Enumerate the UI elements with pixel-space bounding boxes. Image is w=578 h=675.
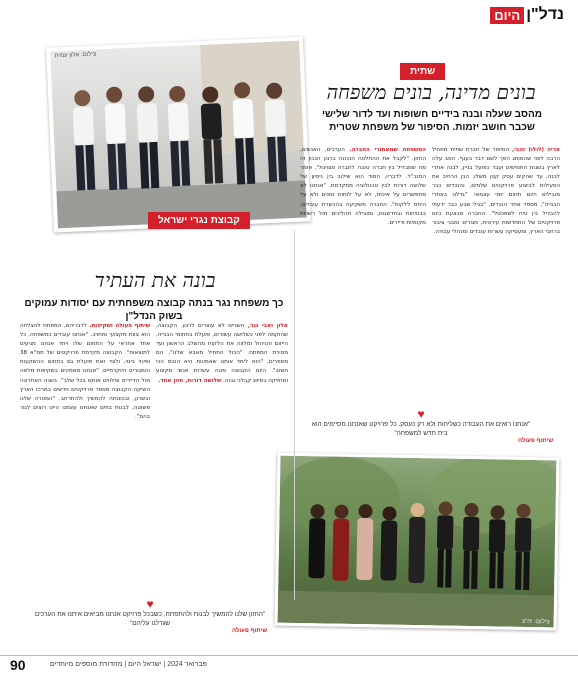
article1-quote [310, 408, 532, 438]
article2-highlight-a: שלושה דורות, חזון אחד. [158, 377, 222, 384]
article2-highlight-b: שיתוף פעולה ושקיפות. [89, 323, 150, 329]
article1-column-left [300, 146, 426, 402]
article2-quote [30, 598, 270, 628]
article1-highlight: המשפחה שמאחורי החברה. [349, 147, 426, 153]
heart-icon: ♥ [417, 407, 425, 421]
article2-subheadline: כך משפחת נגר בנתה קבוצה משפחתית עם יסודות עמוקים בשוק הנדל"ן [24, 298, 284, 322]
column-divider [294, 230, 295, 600]
page-number: 90 [10, 657, 26, 673]
article2-body-a: השניים לא עוצרים לרגע. הקבוצה, שהוקמה לפני כשלושה עשורים, פועלת בתחומי הבנייה, הייזום והניהול ומלווה את הלקוח מהשלב הראשון ועד מסירת המפתח. "הכול התחיל מאבא שלנו", הם מספרים, "הוא לימד אותנו שאמינות היא הנכס הכי חשוב". היום הקבוצה מונה עשרות אנשי מקצוע ומחזיקה בסיווג קבלני גבוה. [156, 323, 288, 384]
article2-tag: קבוצת נגרי ישראל [148, 212, 250, 229]
page-footer [0, 655, 578, 675]
article1-body-a: הסיפור של חברת שתית מתחיל הרבה לפני שהמותג הפך לשם דבר בענף. הסב עלה לארץ בשנות החמישים ועבד כפועל בניין, לבנה אחרי לבנה, עד שהקים עסק קטן משלו. הבן הרחיב את הפעילות לביצוע פרויקטים שלמים, והנכדים כבר מובילים היום תחום יזמי עצמאי. "גדלנו באתרי הבנייה", מספר אחד הנכדים, "בגיל שבע כבר ידעתי להבדיל בין טיח לשפכטל". החברה מבצעת כיום פרויקטים של התחדשות עירונית, מגורים ומבני ציבור ברחבי הארץ, ומעסיקה עשרות עובדים ומנהלי עבודה. [432, 147, 560, 235]
article2-ad-label: שיתוף פעולה [232, 628, 268, 634]
article2-lead: אלון ואבי נגר, [247, 323, 288, 329]
family-photo-bottom [275, 453, 560, 631]
article1-ad-label: שיתוף פעולה [518, 438, 554, 444]
masthead-name: נדל"ן [526, 6, 564, 23]
article2-body-b: לדבריהם, המפתח להצלחה הוא צוות מקצועי ומחויב. "אנחנו עובדים כמשפחה, כל אחד אחראי על התחום שלו ויחד אנחנו מגיעים לתוצאות". הקבוצה מקדמת פרויקטים של תמ"א 38 ופינוי בינוי, ולצד זאת פועלת גם בתחום ההשקעות והמגורים היוקרתיים. "אנחנו מאמינים בשקיפות מלאה מול הדיירים ומלווים אותם בכל שלב". [20, 323, 150, 384]
article2-quote-text: "החזון שלנו להמשיך לבנות ולהתפתח, כשבכל פרויקט אנחנו מביאים איתנו את הערכים שגדלנו עליהם" [34, 611, 266, 627]
photo-credit-bottom: צילום: יח"צ [521, 618, 550, 626]
article1-column-right [432, 146, 560, 402]
article1-subheadline: מהסב שעלה ובנה בידיים חשופות ועד לדור שלישי שכבר חושב יזמות. הסיפור של משפחת שטרית [321, 109, 542, 133]
article2-headline: בונה את העתיד [94, 268, 216, 292]
family-photo-top [46, 36, 311, 232]
article2-column-middle [156, 322, 288, 592]
article2-column-left [20, 322, 150, 592]
family-photo-bottom-image [278, 456, 557, 628]
article1-lead: אריה (לולו) זהבי, [512, 147, 560, 153]
article1-body-b: הערכים, האנשים, החזון. "לקבל את ההחלטה הנכונה ברגע הנכון זה מה שמבדיל בין חברה טובה לחברה מצוינת", אומר המנכ"ל. לדבריו, הסוד הוא שילוב בין ניסיון של שלושה דורות לבין טכנולוגיה מתקדמת. "אנחנו לא מתפשרים על איכות, לא על לוחות זמנים ולא על היחס ללקוח". החברה משקיעה בהכשרת עובדים, בבטיחות ובחדשנות, ומובילה תהליכים מול רשויות מקומיות ודיירים. [300, 147, 426, 226]
masthead-logo: היום [490, 7, 524, 24]
article1-quote-text: "אנחנו רואים את העבודה כשליחות ולא רק כעסק. כל פרויקט שאנחנו מסיימים הוא בית חדש למשפחה" [311, 421, 531, 437]
footer-info: פברואר 2024 | ישראל היום | מהדורת מוספים מיוחדים [50, 661, 207, 668]
photo-credit-top: צילום: אלון עמית [54, 51, 97, 60]
heart-icon: ♥ [146, 597, 154, 611]
masthead [490, 6, 564, 24]
family-photo-top-image [50, 41, 306, 229]
article1-headline: בונים מדינה, בונים משפחה [326, 80, 536, 104]
article2-body-c: בשנה האחרונה השיקה הקבוצה מספר פרויקטים חדשים במרכז הארץ ובשרון, ובכוונתה להמשיך ולהתרחב. "המטרה שלנו פשוטה, לבנות בתים שאנחנו עצמנו היינו רוצים לגור בהם". [20, 377, 150, 420]
article1-tag: שתית [400, 63, 445, 80]
